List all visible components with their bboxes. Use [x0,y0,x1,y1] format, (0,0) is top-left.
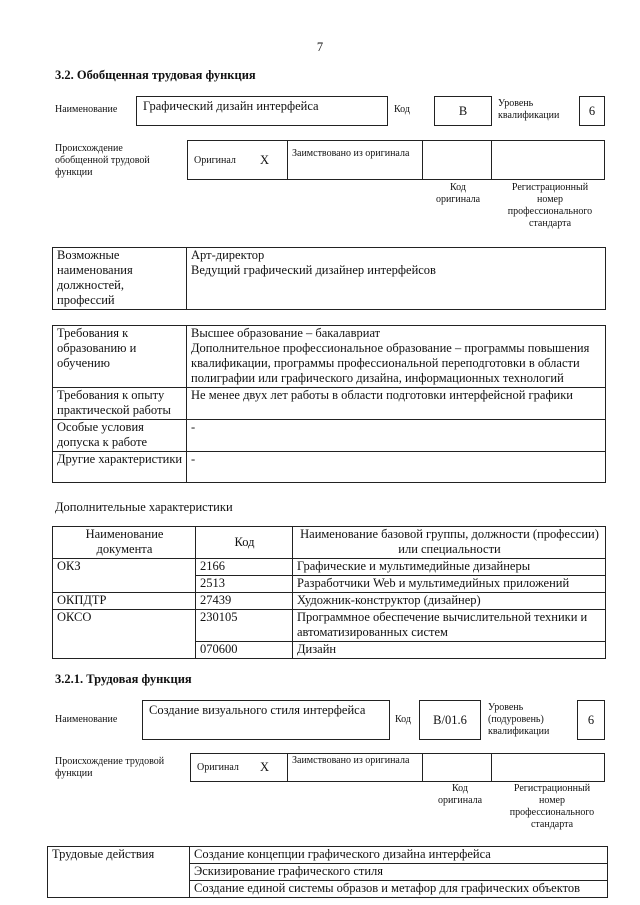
name-label: Наименование [55,104,118,115]
table-row-code: 27439 [196,593,293,610]
req-experience-value: Не менее двух лет работы в области подготовки интерфейсной графики [187,388,606,420]
sub-origin-code-caption: Код оригинала [437,783,483,806]
table-row-code: 070600 [196,642,293,659]
table-row-name: Дизайн [293,642,606,659]
additional-header-name: Наименование базовой группы, должности (профессии) или специальности [293,527,606,559]
page-number: 7 [316,40,324,54]
list-item: Эскизирование графического стиля [190,864,608,881]
positions-table [52,247,606,310]
req-other-value: - [187,452,606,483]
req-experience-label: Требования к опыту практической работы [53,388,187,420]
sub-name-label: Наименование [55,714,118,725]
sub-name-value: Создание визуального стиля интерфейса [142,700,390,740]
code-label: Код [394,104,410,115]
labor-actions-label: Трудовые действия [48,847,190,898]
origin-box [187,140,605,180]
borrowed-label: Заимствовано из оригинала [292,148,410,159]
table-row-name: Разработчики Web и мультимедийных приложений [293,576,606,593]
sub-borrowed-label: Заимствовано из оригинала [292,755,410,766]
sub-level-value: 6 [577,700,605,740]
additional-caption: Дополнительные характеристики [55,500,233,514]
origin-label: Происхождение обобщенной трудовой функции [55,143,150,178]
table-row-code: 2513 [196,576,293,593]
requirements-table [52,325,606,483]
section-heading: 3.2. Обобщенная трудовая функция [55,68,256,82]
code-value: B [434,96,492,126]
level-value: 6 [579,96,605,126]
reg-number-caption: Регистрационный номер профессионального стандарта [507,182,593,229]
sub-original-label: Оригинал [197,762,239,773]
table-row-doc: ОКПДТР [53,593,196,610]
list-item: Создание концепции графического дизайна интерфейса [190,847,608,864]
labor-actions-table [47,846,608,898]
req-conditions-value: - [187,420,606,452]
req-education-value: Высшее образование – бакалавриат Дополнительное профессиональное образование – программы повышения квалификации, программы профессиональной переподготовки в области полиграфии или графического дизайна, информационных технологий [187,326,606,388]
sub-origin-box [190,753,605,782]
req-education-label: Требования к образованию и обучению [53,326,187,388]
additional-header-doc: Наименование документа [53,527,196,559]
sub-reg-number-caption: Регистрационный номер профессионального стандарта [509,783,595,830]
table-row-doc: ОКЗ [53,559,196,593]
subsection-heading: 3.2.1. Трудовая функция [55,672,192,686]
additional-table [52,526,606,659]
table-row-name: Графические и мультимедийные дизайнеры [293,559,606,576]
req-other-label: Другие характеристики [53,452,187,483]
list-item: Создание единой системы образов и метафор для графических объектов [190,881,608,898]
table-row-code: 2166 [196,559,293,576]
level-label: Уровень квалификации [498,98,560,121]
original-mark: X [260,153,270,167]
name-value: Графический дизайн интерфейса [136,96,388,126]
table-row-code: 230105 [196,610,293,642]
req-conditions-label: Особые условия допуска к работе [53,420,187,452]
table-row-name: Программное обеспечение вычислительной техники и автоматизированных систем [293,610,606,642]
table-row-name: Художник-конструктор (дизайнер) [293,593,606,610]
sub-code-value: B/01.6 [419,700,481,740]
positions-label: Возможные наименования должностей, профессий [53,248,187,310]
sub-original-mark: X [260,760,270,774]
table-row-doc: ОКСО [53,610,196,659]
origin-code-caption: Код оригинала [435,182,481,205]
sub-code-label: Код [395,714,411,725]
original-label: Оригинал [194,155,236,166]
sub-origin-label: Происхождение трудовой функции [55,756,165,779]
positions-value: Арт-директор Ведущий графический дизайнер интерфейсов [187,248,606,310]
sub-level-label: Уровень (подуровень) квалификации [488,702,550,737]
additional-header-code: Код [196,527,293,559]
